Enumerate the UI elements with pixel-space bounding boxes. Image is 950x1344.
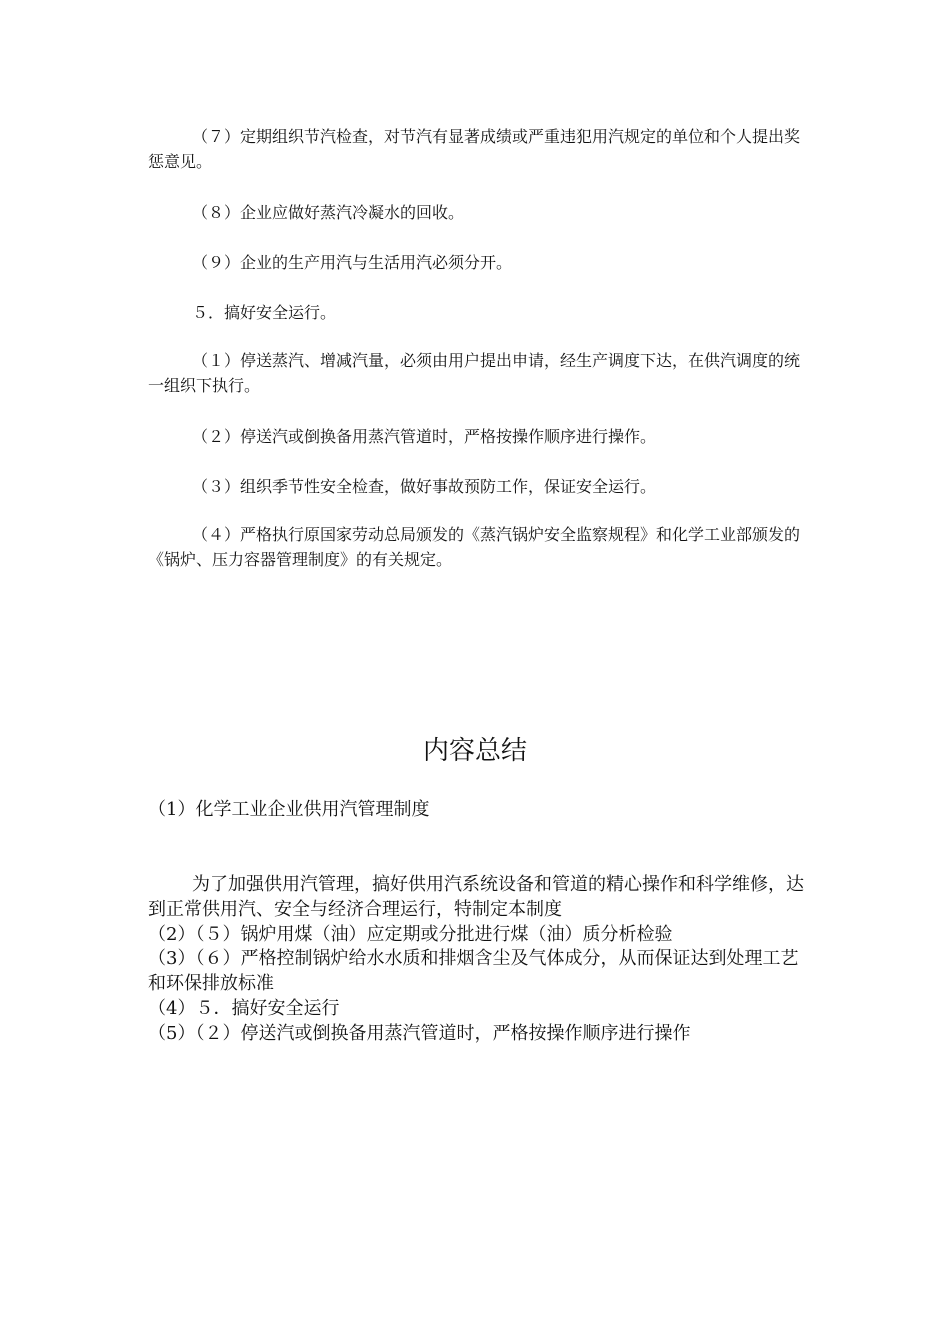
paragraph-9: （９）企业的生产用汽与生活用汽必须分开。 bbox=[192, 253, 513, 272]
paragraph-7: （７）定期组织节汽检查，对节汽有显著成绩或严重违犯用汽规定的单位和个人提出奖惩意见。 bbox=[148, 127, 801, 171]
paragraph-5-1: （１）停送蒸汽、增减汽量，必须由用户提出申请，经生产调度下达，在供汽调度的统一组织下执行。 bbox=[148, 351, 801, 395]
section-5-heading: ５．搞好安全运行。 bbox=[192, 303, 337, 322]
paragraph-5-3: （３）组织季节性安全检查，做好事故预防工作，保证安全运行。 bbox=[192, 477, 657, 496]
summary-item-2: （2）（５）锅炉用煤（油）应定期或分批进行煤（油）质分析检验 bbox=[148, 924, 673, 945]
summary-item-4: （4）５．搞好安全运行 bbox=[148, 998, 340, 1019]
summary-item-5: （5）（２）停送汽或倒换备用蒸汽管道时，严格按操作顺序进行操作 bbox=[148, 1023, 691, 1044]
paragraph-5-2: （２）停送汽或倒换备用蒸汽管道时，严格按操作顺序进行操作。 bbox=[192, 427, 657, 446]
summary-intro: 为了加强供用汽管理，搞好供用汽系统设备和管道的精心操作和科学维修，达到正常供用汽、安全与经济合理运行，特制定本制度 bbox=[148, 874, 804, 920]
summary-title: 内容总结 bbox=[422, 736, 527, 766]
paragraph-5-4: （４）严格执行原国家劳动总局颁发的《蒸汽锅炉安全监察规程》和化学工业部颁发的《锅炉、压力容器管理制度》的有关规定。 bbox=[148, 525, 801, 569]
paragraph-8: （８）企业应做好蒸汽冷凝水的回收。 bbox=[192, 203, 465, 222]
summary-item-3: （3）（６）严格控制锅炉给水水质和排烟含尘及气体成分，从而保证达到处理工艺和环保排放标准 bbox=[148, 948, 799, 994]
summary-item-1: （1）化学工业企业供用汽管理制度 bbox=[148, 799, 430, 820]
